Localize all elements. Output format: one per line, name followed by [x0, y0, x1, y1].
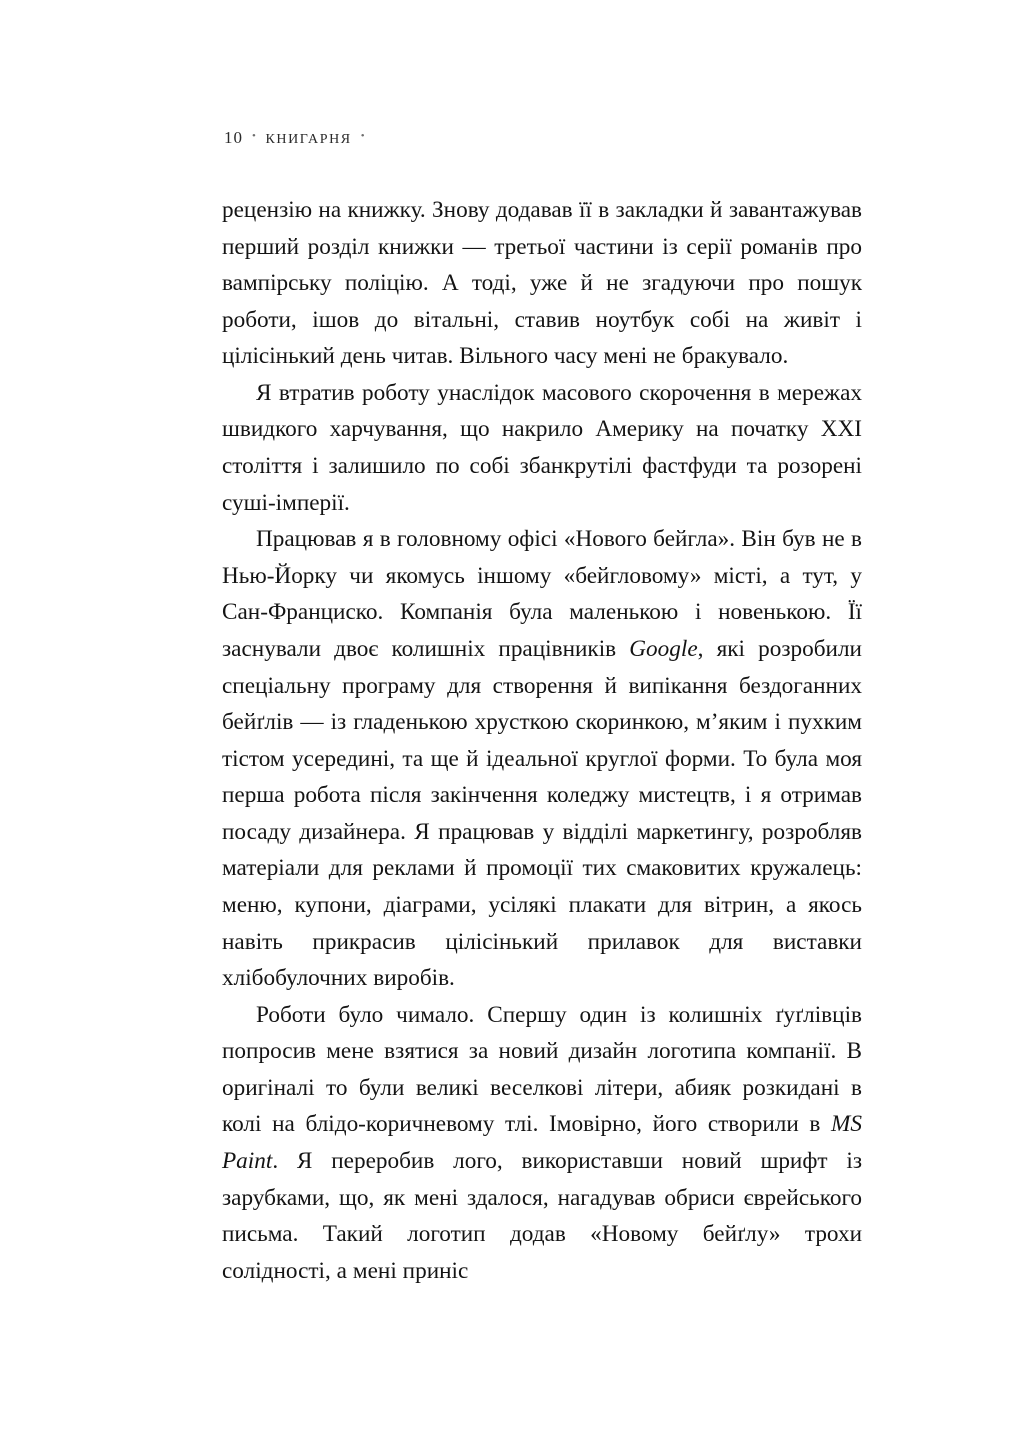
paragraph: Працював я в головному офісі «Нового бейгла». Він був не в Нью-Йорку чи якомусь іншому «бейгловому» місті, а тут, у Сан-Франциско. Компанія була маленькою і новенькою. Її заснували двоє колишніх працівників Google, які розробили спеціальну програму для створення й випікання бездоганних бейґлів — із гладенькою хрусткою скоринкою, м’яким і пухким тістом усередині, та ще й ідеальної круглої форми. То була моя перша робота після закінчення коледжу мистецтв, і я отримав посаду дизайнера. Я працював у відділі маркетингу, розробляв матеріали для реклами й промоції тих смаковитих кружалець: меню, купони, діаграми, усілякі плакати для вітрин, а якось навіть прикрасив цілісінький прилавок для виставки хлібобулочних виробів.: [222, 526, 862, 992]
italic-term: Google: [629, 635, 698, 662]
paragraph: Роботи було чимало. Спершу один із колишніх ґуґлівців попросив мене взятися за новий дизайн логотипа компанії. В оригіналі то були великі веселкові літери, абияк розкидані в колі на блідо-коричневому тлі. Імовірно, його створили в MS Paint. Я переробив лого, використавши новий шрифт із зарубками, що, як мені здалося, нагадував обриси єврейського письма. Такий логотип додав «Новому бейґлу» трохи солідності, а мені приніс: [222, 1001, 862, 1284]
body-text-block: [222, 192, 862, 1289]
separator-dot-icon: •: [252, 130, 257, 142]
chapter-title: книгарня: [265, 126, 352, 148]
separator-dot-icon: •: [360, 130, 366, 142]
page-folio-number: 10: [224, 128, 243, 147]
paragraph: Я втратив роботу унаслідок масового скорочення в мережах швидкого харчування, що накрило Америку на початку XXI століття і залишило по собі збанкрутілі фастфуди та розорені суші-імперії.: [222, 379, 862, 516]
italic-term: MS Paint: [222, 1111, 862, 1175]
running-head: [224, 126, 365, 149]
paragraph: рецензію на книжку. Знову додавав її в закладки й завантажував перший розділ книжки — третьої частини із серії романів про вампірську поліцію. А тоді, уже й не згадуючи про пошук роботи, ішов до вітальні, ставив ноутбук собі на живіт і цілісінький день читав. Вільного часу мені не бракувало.: [222, 197, 862, 370]
